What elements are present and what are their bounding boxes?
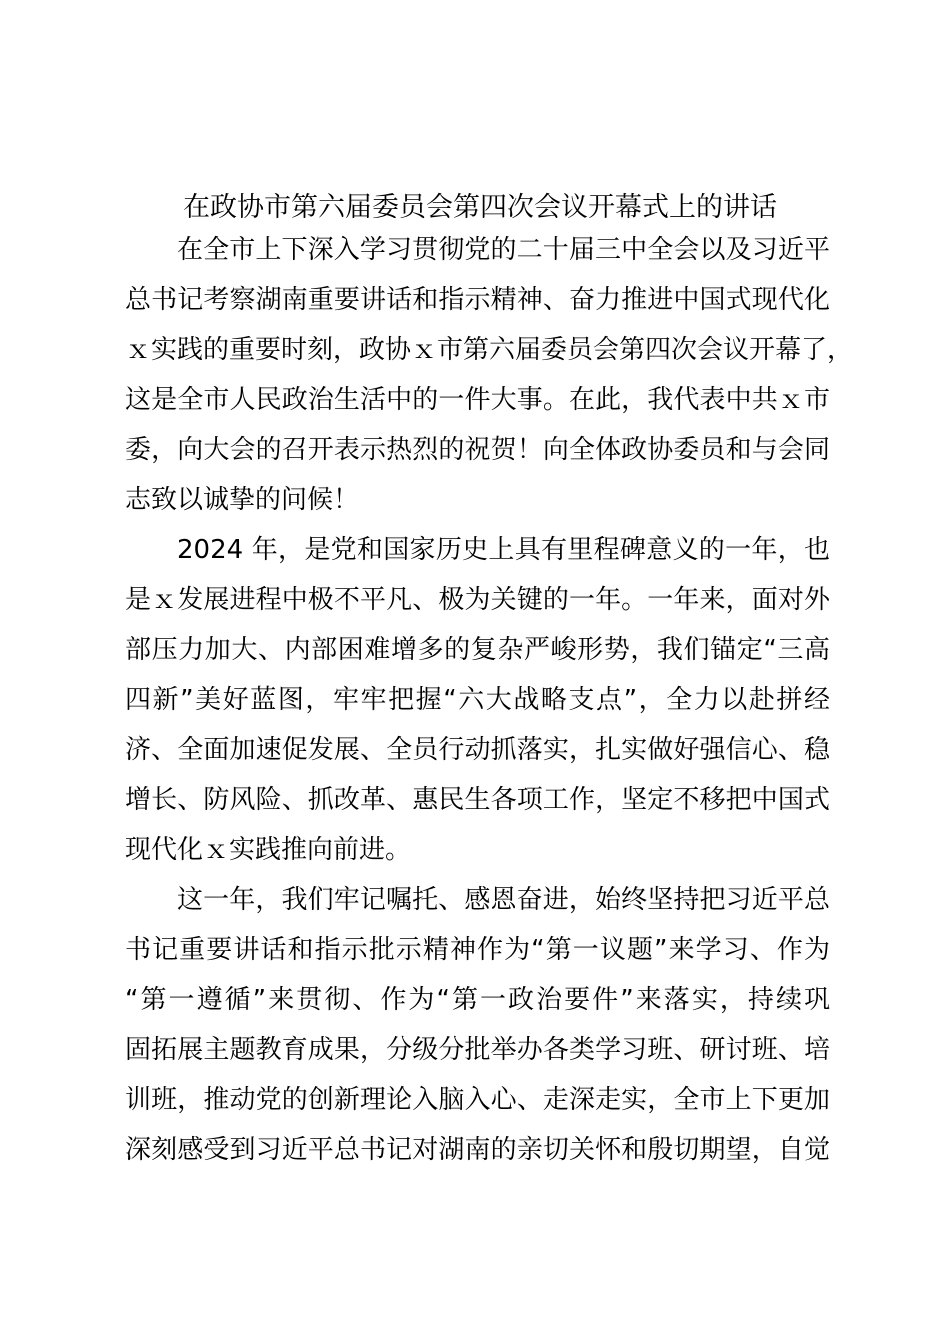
paragraph-line: 增长、防风险、抓改革、惠民生各项工作，坚定不移把中国式	[125, 785, 830, 815]
document-title: 在政协市第六届委员会第四次会议开幕式上的讲话	[183, 192, 777, 223]
paragraph-line: 在全市上下深入学习贯彻党的二十届三中全会以及习近平	[177, 235, 830, 265]
paragraph-line: 四新”美好蓝图，牢牢把握“六大战略支点”，全力以赴拼经	[125, 685, 830, 715]
paragraph-2	[125, 525, 830, 875]
paragraph-line: 部压力加大、内部困难增多的复杂严峻形势，我们锚定“三高	[125, 635, 830, 665]
paragraph-line: 固拓展主题教育成果，分级分批举办各类学习班、研讨班、培	[125, 1035, 830, 1065]
paragraph-1	[125, 225, 854, 525]
paragraph-line: 这一年，我们牢记嘱托、感恩奋进，始终坚持把习近平总	[177, 885, 830, 915]
paragraph-line: 2024 年，是党和国家历史上具有里程碑意义的一年，也	[177, 535, 830, 565]
paragraph-3	[125, 875, 830, 1175]
paragraph-line: 书记重要讲话和指示批示精神作为“第一议题”来学习、作为	[125, 935, 830, 965]
document-body	[125, 225, 854, 1175]
paragraph-line: 委，向大会的召开表示热烈的祝贺！向全体政协委员和与会同	[125, 435, 830, 465]
paragraph-line: “第一遵循”来贯彻、作为“第一政治要件”来落实，持续巩	[125, 985, 830, 1015]
paragraph-line: 济、全面加速促发展、全员行动抓落实，扎实做好强信心、稳	[125, 735, 830, 765]
paragraph-line: 这是全市人民政治生活中的一件大事。在此，我代表中共ｘ市	[125, 385, 830, 415]
paragraph-line: 现代化ｘ实践推向前进。	[125, 835, 412, 865]
paragraph-line: 深刻感受到习近平总书记对湖南的亲切关怀和殷切期望，自觉	[125, 1135, 830, 1165]
paragraph-line: 训班，推动党的创新理论入脑入心、走深走实，全市上下更加	[125, 1085, 830, 1115]
paragraph-line: ｘ实践的重要时刻，政协ｘ市第六届委员会第四次会议开幕了，	[125, 335, 854, 365]
paragraph-line: 志致以诚挚的问候！	[125, 485, 360, 515]
paragraph-line: 是ｘ发展进程中极不平凡、极为关键的一年。一年来，面对外	[125, 585, 830, 615]
paragraph-line: 总书记考察湖南重要讲话和指示精神、奋力推进中国式现代化	[125, 285, 830, 315]
